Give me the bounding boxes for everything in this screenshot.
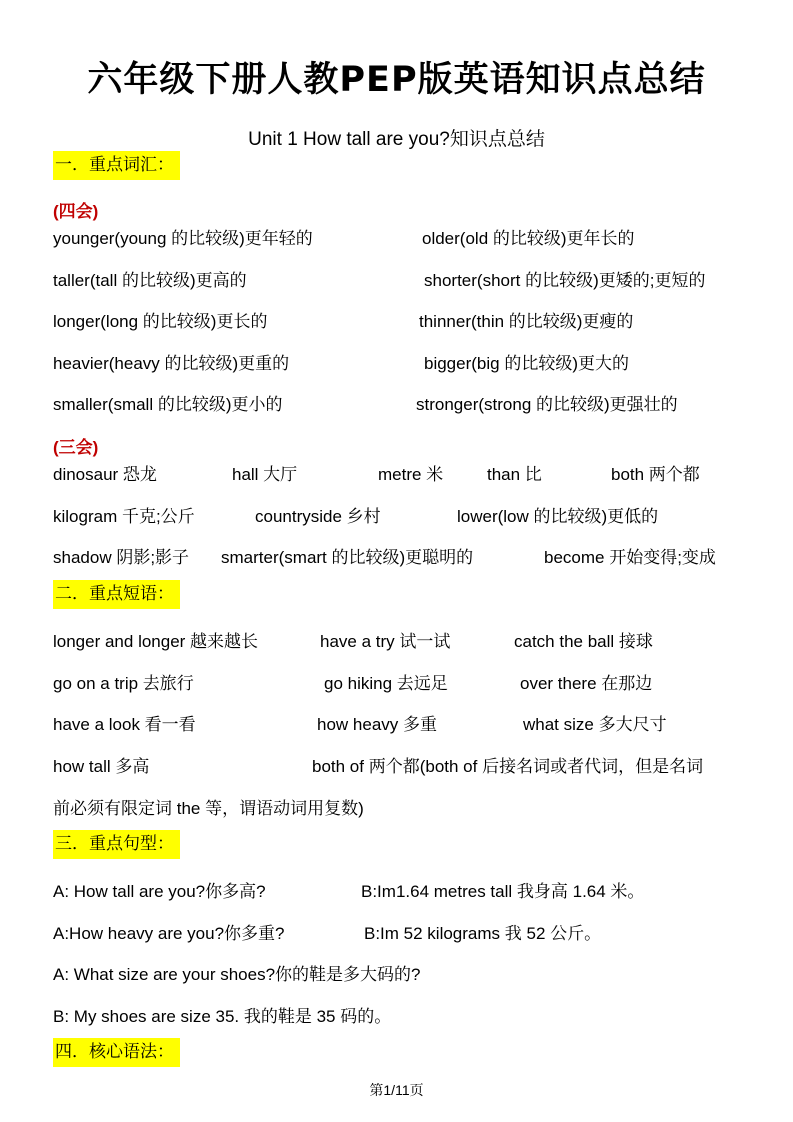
sentence-item: B: My shoes are size 35. 我的鞋是 35 码的。 (53, 1007, 392, 1026)
unit-subtitle: Unit 1 How tall are you?知识点总结 (248, 129, 545, 150)
phrase-item: over there 在那边 (520, 674, 653, 693)
vocab-item: dinosaur 恐龙 (53, 465, 157, 484)
vocab-item: lower(low 的比较级)更低的 (457, 507, 659, 526)
phrase-row (0, 627, 793, 653)
vocab-row (0, 460, 793, 486)
phrase-note: 前必须有限定词 the 等，谓语动词用复数) (53, 799, 364, 818)
vocab-item: younger(young 的比较级)更年轻的 (53, 229, 313, 248)
sentence-row (0, 919, 793, 945)
vocab-item: shadow 阴影;影子 (53, 548, 190, 567)
sentence-item: B:Im1.64 metres tall 我身高 1.64 米。 (361, 882, 645, 901)
vocab-item: bigger(big 的比较级)更大的 (424, 354, 629, 373)
vocab-item: hall 大厅 (232, 465, 298, 484)
vocab-item: kilogram 千克;公斤 (53, 507, 195, 526)
vocab-item: countryside 乡村 (255, 507, 381, 526)
phrase-item: both of 两个都(both of 后接名词或者代词，但是名词 (312, 757, 704, 776)
vocab-row (0, 502, 793, 528)
section-heading-sentences: 三．重点句型： (53, 830, 180, 859)
phrase-row (0, 669, 793, 695)
vocab-item: both 两个都 (611, 465, 700, 484)
vocab-row (0, 349, 793, 375)
sentence-row (0, 877, 793, 903)
phrase-item: go on a trip 去旅行 (53, 674, 194, 693)
vocab-row (0, 543, 793, 569)
sentence-item: A: What size are your shoes?你的鞋是多大码的? (53, 965, 421, 984)
vocab-row (0, 307, 793, 333)
vocab-item: thinner(thin 的比较级)更瘦的 (419, 312, 634, 331)
vocab-item: become 开始变得;变成 (544, 548, 716, 567)
section-heading-vocabulary: 一．重点词汇： (53, 151, 180, 180)
phrase-item: how tall 多高 (53, 757, 150, 776)
vocab-item: than 比 (487, 465, 542, 484)
section-heading-phrases: 二．重点短语： (53, 580, 180, 609)
page-title: 六年级下册人教PEP版英语知识点总结 (87, 60, 706, 100)
phrase-item: have a try 试一试 (320, 632, 451, 651)
vocab-item: older(old 的比较级)更年长的 (422, 229, 635, 248)
phrase-row (0, 710, 793, 736)
vocab-item: taller(tall 的比较级)更高的 (53, 271, 247, 290)
label-three-skills: (三会) (53, 438, 99, 457)
sentence-item: A: How tall are you?你多高? (53, 882, 266, 901)
phrase-item: how heavy 多重 (317, 715, 437, 734)
vocab-row (0, 390, 793, 416)
sentence-item: B:Im 52 kilograms 我 52 公斤。 (364, 924, 602, 943)
phrase-item: catch the ball 接球 (514, 632, 653, 651)
vocab-item: stronger(strong 的比较级)更强壮的 (416, 395, 678, 414)
vocab-row (0, 224, 793, 250)
vocab-item: smaller(small 的比较级)更小的 (53, 395, 283, 414)
label-four-skills: (四会) (53, 202, 99, 221)
phrase-row (0, 752, 793, 778)
phrase-item: have a look 看一看 (53, 715, 196, 734)
vocab-row (0, 266, 793, 292)
vocab-item: longer(long 的比较级)更长的 (53, 312, 268, 331)
phrase-item: go hiking 去远足 (324, 674, 448, 693)
vocab-item: metre 米 (378, 465, 444, 484)
section-heading-grammar: 四．核心语法： (53, 1038, 180, 1067)
sentence-item: A:How heavy are you?你多重? (53, 924, 285, 943)
page-number: 第1/11页 (369, 1082, 424, 1098)
vocab-item: shorter(short 的比较级)更矮的;更短的 (424, 271, 706, 290)
vocab-item: heavier(heavy 的比较级)更重的 (53, 354, 290, 373)
phrase-item: what size 多大尺寸 (523, 715, 667, 734)
vocab-item: smarter(smart 的比较级)更聪明的 (221, 548, 474, 567)
phrase-item: longer and longer 越来越长 (53, 632, 259, 651)
